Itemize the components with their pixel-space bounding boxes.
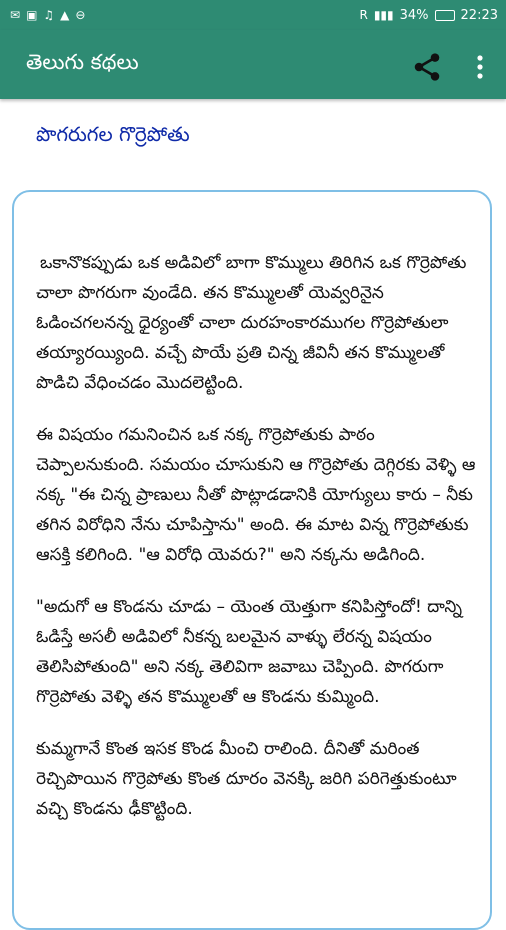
story-paragraph: కుమ్మగానే కొంత ఇసక కొండ మీంచి రాలింది. దీనితో మరింత రెచ్చిపొయిన గొర్రెపోతు కొంత దూరం వెనక్కి జరిగి పరిగెత్తుకుంటూ వచ్చి కొండను ఢీకొట్టింది. [36, 739, 457, 819]
more-vert-icon [476, 54, 484, 80]
overflow-menu-button[interactable] [468, 50, 492, 84]
roaming-indicator: R [359, 8, 368, 22]
share-button[interactable] [410, 50, 444, 84]
image-icon: ▣ [26, 8, 38, 22]
system-status [359, 8, 506, 23]
battery-percent: 34% [399, 7, 429, 23]
story-paragraph: "అదుగో ఆ కొండను చూడు – యెంత యెత్తుగా కనిపిస్తోందో! దాన్ని ఓడిస్తే అసలీ అడివిలో నీకన్న బలమైన వాళ్ళు లేరన్న విషయం తెలిసిపోతుంది" అని నక్క తెలివిగా జవాబు చెప్పింది. పొగరుగా గొర్రెపోతు వెళ్ళి తన కొమ్ములతో ఆ కొండను కుమ్మింది. [36, 597, 463, 707]
app-title: తెలుగు కథలు [26, 49, 139, 74]
warning-icon: ▲ [60, 8, 70, 22]
battery-icon [435, 10, 455, 21]
story-body [36, 248, 476, 846]
story-paragraph: ఒకానొకప్పుడు ఒక అడివిలో బాగా కొమ్ములు తిరిగిన ఒక గొర్రెపోతు చాలా పొగరుగా వుండేది. తన కొమ్ములతో యెవ్వరినైన ఓడించగలనన్న ధైర్యంతో చాలా దురహంకారముగల గొర్రెపోతులా తయ్యారయ్యింది. వచ్చే పొయే ప్రతి చిన్న జీవినీ తన కొమ్ములతో పొడిచి వేధించడం మొదలెట్టింది. [36, 253, 467, 393]
story-paragraph: ఈ విషయం గమనించిన ఒక నక్క గొర్రెపోతుకు పాఠం చెప్పాలనుకుంది. సమయం చూసుకుని ఆ గొర్రెపోతు దెగ్గిరకు వెళ్ళి ఆ నక్క "ఈ చిన్న ప్రాణులు నీతో పొట్లాడడానికి యోగ్యులు కారు – నీకు తగిన విరోధిని నేను చూపిస్తాను" అంది. ఈ మాట విన్న గొర్రెపోతుకు ఆసక్తి కలిగింది. "ఆ విరోధి యెవరు?" అని నక్కను అడిగింది. [36, 425, 476, 565]
signal-icon: ▮▮▮ [373, 8, 394, 22]
music-icon: ♫ [43, 8, 55, 22]
share-icon [411, 51, 443, 83]
dnd-icon: ⊖ [75, 8, 86, 22]
story-title: పొగరుగల గొర్రెపోతు [36, 122, 190, 146]
status-bar [0, 0, 506, 30]
clock: 22:23 [460, 7, 498, 23]
notification-icons [0, 9, 85, 21]
mail-icon: ✉ [10, 8, 21, 22]
